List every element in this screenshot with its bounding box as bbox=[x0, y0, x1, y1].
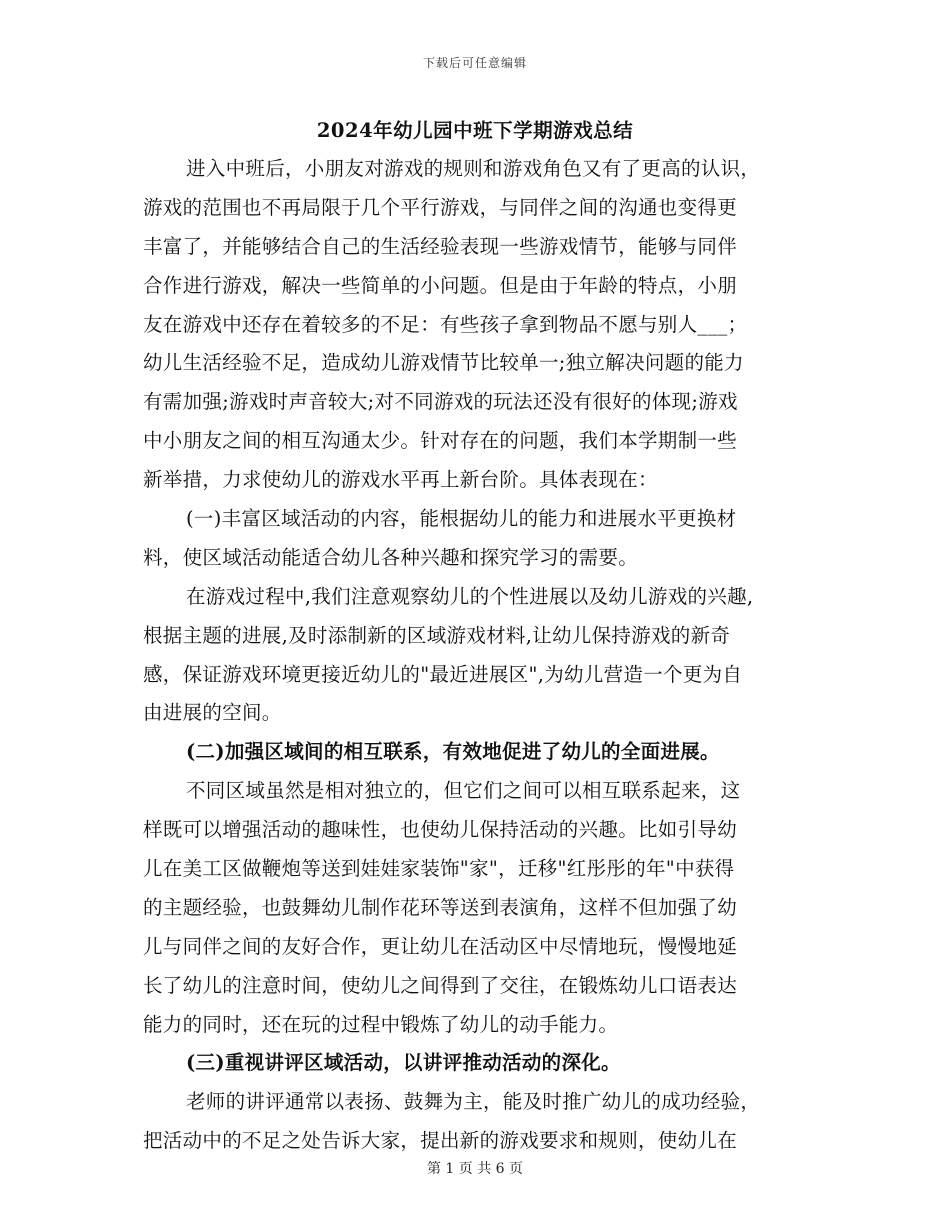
body-line: 合作进行游戏，解决一些简单的小问题。但是由于年龄的特点，小朋 bbox=[143, 273, 738, 297]
body-line: 老师的讲评通常以表扬、鼓舞为主，能及时推广幼儿的成功经验， bbox=[186, 1090, 761, 1114]
body-line: 进入中班后，小朋友对游戏的规则和游戏角色又有了更高的认识， bbox=[186, 157, 761, 180]
body-line: 根据主题的进展,及时添制新的区域游戏材料,让幼儿保持游戏的新奇 bbox=[143, 623, 731, 647]
page-number: 第 1 页 共 6 页 bbox=[426, 1161, 524, 1177]
body-line: 丰富了，并能够结合自己的生活经验表现一些游戏情节，能够与同伴 bbox=[143, 234, 738, 258]
body-line: 在游戏过程中,我们注意观察幼儿的个性进展以及幼儿游戏的兴趣, bbox=[186, 584, 754, 608]
body-line: 儿在美工区做鞭炮等送到娃娃家装饰"家"，迁移"红彤彤的年"中获得 bbox=[143, 857, 735, 881]
section-heading-3: (三)重视讲评区域活动，以讲评推动活动的深化。 bbox=[186, 1051, 621, 1075]
body-line: 友在游戏中还存在着较多的不足：有些孩子拿到物品不愿与别人___； bbox=[143, 312, 748, 336]
body-line: 能力的同时，还在玩的过程中锻炼了幼儿的动手能力。 bbox=[143, 1012, 619, 1036]
document-title: 2024年幼儿园中班下学期游戏总结 bbox=[316, 119, 634, 142]
body-line: 料，使区域活动能适合幼儿各种兴趣和探究学习的需要。 bbox=[143, 545, 639, 569]
body-line: 感，保证游戏环境更接近幼儿的"最近进展区",为幼儿营造一个更为自 bbox=[143, 662, 743, 686]
section-heading-1: (一)丰富区域活动的内容，能根据幼儿的能力和进展水平更换材 bbox=[186, 507, 737, 531]
body-line: 长了幼儿的注意时间，使幼儿之间得到了交往，在锻炼幼儿口语表达 bbox=[143, 973, 738, 997]
document-body bbox=[143, 150, 805, 1161]
body-line: 中小朋友之间的相互沟通太少。针对存在的问题，我们本学期制一些 bbox=[143, 429, 738, 453]
body-line: 由进展的空间。 bbox=[143, 701, 282, 725]
body-line: 有需加强;游戏时声音较大;对不同游戏的玩法还没有很好的体现;游戏 bbox=[143, 390, 738, 414]
header-note: 下载后可任意编辑 bbox=[422, 56, 527, 70]
body-line: 的主题经验，也鼓舞幼儿制作花环等送到表演角，这样不但加强了幼 bbox=[143, 895, 738, 919]
body-line: 样既可以增强活动的趣味性，也使幼儿保持活动的兴趣。比如引导幼 bbox=[143, 818, 738, 842]
body-line: 儿与同伴之间的友好合作，更让幼儿在活动区中尽情地玩，慢慢地延 bbox=[143, 934, 738, 958]
body-line: 游戏的范围也不再局限于几个平行游戏，与同伴之间的沟通也变得更 bbox=[143, 195, 738, 219]
body-line: 新举措，力求使幼儿的游戏水平再上新台阶。具体表现在： bbox=[143, 468, 658, 492]
section-heading-2: (二)加强区域间的相互联系，有效地促进了幼儿的全面进展。 bbox=[186, 740, 720, 764]
body-line: 不同区域虽然是相对独立的，但它们之间可以相互联系起来，这 bbox=[186, 779, 741, 803]
body-line: 幼儿生活经验不足，造成幼儿游戏情节比较单一;独立解决问题的能力 bbox=[143, 351, 744, 375]
body-line: 把活动中的不足之处告诉大家，提出新的游戏要求和规则，使幼儿在 bbox=[143, 1129, 738, 1153]
